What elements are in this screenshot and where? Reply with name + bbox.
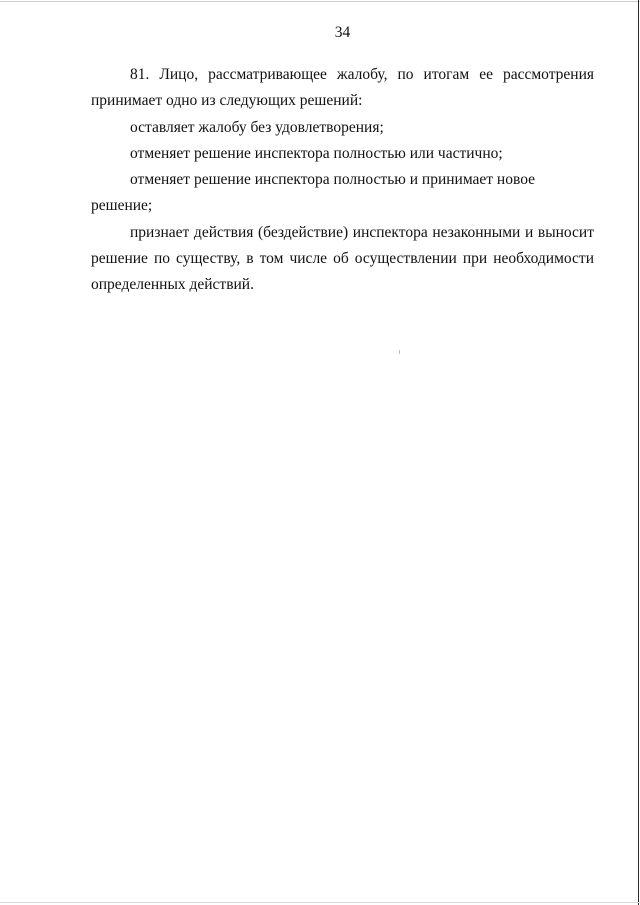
decision-option-4: признает действия (бездействие) инспектора незаконными и выносит решение по существу, в том числе об осуществлении при необходимости определенных действий. <box>91 223 594 294</box>
document-body <box>91 62 594 299</box>
scan-edge-top <box>0 1 640 2</box>
scan-edge-bottom <box>0 902 640 903</box>
decision-option-2: отменяет решение инспектора полностью или частично; <box>130 144 503 162</box>
scan-speck <box>399 350 400 354</box>
page-number: 34 <box>334 24 351 41</box>
paragraph-81-intro: 81. Лицо, рассматривающее жалобу, по итогам ее рассмотрения принимает одно из следующих решений: <box>91 66 594 110</box>
decision-option-1: оставляет жалобу без удовлетворения; <box>130 118 384 136</box>
decision-option-3: отменяет решение инспектора полностью и принимает новое решение; <box>91 171 536 215</box>
scan-edge-right <box>638 0 639 905</box>
